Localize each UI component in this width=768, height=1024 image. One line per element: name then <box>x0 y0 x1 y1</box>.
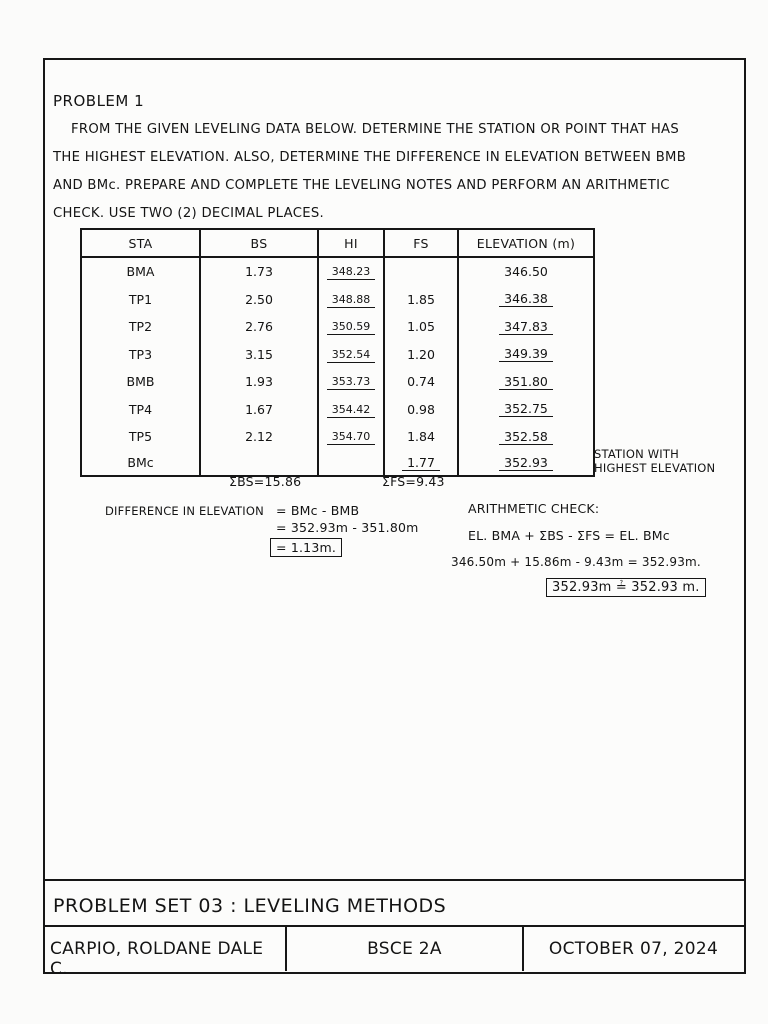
elevation-cell <box>458 368 594 396</box>
fs-cell: 1.84 <box>384 423 458 451</box>
hi-cell <box>318 423 384 451</box>
elevation-cell <box>458 451 594 476</box>
header-fs: FS <box>384 229 458 257</box>
hi-cell <box>318 396 384 424</box>
bs-cell: 2.50 <box>200 286 318 314</box>
difference-label: DIFFERENCE IN ELEVATION <box>105 504 264 518</box>
table-row <box>81 368 594 396</box>
check-title: ARITHMETIC CHECK: <box>468 501 600 516</box>
fs-cell: 0.74 <box>384 368 458 396</box>
sta-cell: BMB <box>81 368 200 396</box>
table-row <box>81 341 594 369</box>
elevation-value: 352.93 <box>499 456 553 471</box>
table-row <box>81 396 594 424</box>
table-row <box>81 313 594 341</box>
hi-value: 350.59 <box>327 320 376 335</box>
difference-formula: = BMc - BMB <box>276 503 360 518</box>
table-header-row <box>81 229 594 257</box>
elevation-cell <box>458 257 594 286</box>
header-elevation: ELEVATION (m) <box>458 229 594 257</box>
sum-fs: ΣFS=9.43 <box>382 474 445 489</box>
fs-value: 1.77 <box>402 456 440 471</box>
elevation-cell <box>458 313 594 341</box>
title-block-header <box>45 881 744 927</box>
bs-cell <box>200 451 318 476</box>
elevation-value: 346.50 <box>504 264 548 280</box>
sta-cell: BMA <box>81 257 200 286</box>
sta-cell: TP3 <box>81 341 200 369</box>
student-name: CARPIO, ROLDANE DALE C. <box>45 927 287 971</box>
hi-value: 353.73 <box>327 375 376 390</box>
table-row <box>81 286 594 314</box>
hi-cell <box>318 286 384 314</box>
hi-cell <box>318 313 384 341</box>
hi-value: 354.42 <box>327 403 376 418</box>
header-bs: BS <box>200 229 318 257</box>
submission-date: OCTOBER 07, 2024 <box>548 939 719 959</box>
sta-cell: TP4 <box>81 396 200 424</box>
bs-cell: 3.15 <box>200 341 318 369</box>
hi-cell <box>318 451 384 476</box>
elevation-value: 349.39 <box>499 347 553 362</box>
fs-cell: 1.05 <box>384 313 458 341</box>
sta-cell: BMc <box>81 451 200 476</box>
hi-cell <box>318 257 384 286</box>
elevation-cell <box>458 396 594 424</box>
title-block <box>43 879 746 979</box>
problem-title: PROBLEM 1 <box>53 92 145 110</box>
sum-bs: ΣBS=15.86 <box>229 474 302 489</box>
highest-elevation-note: STATION WITH HIGHEST ELEVATION <box>594 447 716 475</box>
fs-cell <box>384 451 458 476</box>
elevation-cell <box>458 341 594 369</box>
problem-set-title: PROBLEM SET 03 : LEVELING METHODS <box>53 895 447 917</box>
sta-cell: TP1 <box>81 286 200 314</box>
problem-statement: FROM THE GIVEN LEVELING DATA BELOW. DETERMINE THE STATION OR POINT THAT HAS THE HIGHEST ELEVATION. ALSO, DETERMINE THE DIFFERENCE IN ELEVATION BETWEEN BMB AND BMc. PREPARE AND COMPLETE THE LEVELING NOTES AND PERFORM AN ARITHMETIC CHECK. USE TWO (2) DECIMAL PLACES. <box>53 122 687 221</box>
hi-cell <box>318 368 384 396</box>
hi-value: 348.23 <box>327 265 376 280</box>
elevation-value: 347.83 <box>499 320 553 335</box>
elevation-cell <box>458 286 594 314</box>
elevation-cell <box>458 423 594 451</box>
course-section: BSCE 2A <box>287 927 524 971</box>
header-sta: STA <box>81 229 200 257</box>
elevation-value: 352.75 <box>499 402 553 417</box>
check-result: 352.93m ≟ 352.93 m. <box>546 578 706 597</box>
fs-cell: 0.98 <box>384 396 458 424</box>
header-hi: HI <box>318 229 384 257</box>
hi-value: 352.54 <box>327 348 376 363</box>
fs-cell <box>384 257 458 286</box>
table-row <box>81 257 594 286</box>
hi-value: 354.70 <box>327 430 376 445</box>
check-formula: EL. BMA + ΣBS - ΣFS = EL. BMc <box>468 528 670 543</box>
table-row <box>81 423 594 451</box>
leveling-notes-table <box>80 228 595 477</box>
fs-cell: 1.85 <box>384 286 458 314</box>
difference-result: = 1.13m. <box>270 538 342 557</box>
difference-substitution: = 352.93m - 351.80m <box>276 520 419 535</box>
hi-cell <box>318 341 384 369</box>
sta-cell: TP2 <box>81 313 200 341</box>
sta-cell: TP5 <box>81 423 200 451</box>
hi-value: 348.88 <box>327 293 376 308</box>
bs-cell: 2.76 <box>200 313 318 341</box>
elevation-value: 352.58 <box>499 430 553 445</box>
elevation-value: 346.38 <box>499 292 553 307</box>
bs-cell: 1.73 <box>200 257 318 286</box>
bs-cell: 1.93 <box>200 368 318 396</box>
bs-cell: 2.12 <box>200 423 318 451</box>
elevation-value: 351.80 <box>499 375 553 390</box>
check-substitution: 346.50m + 15.86m - 9.43m = 352.93m. <box>451 555 701 569</box>
bs-cell: 1.67 <box>200 396 318 424</box>
table-row <box>81 451 594 476</box>
fs-cell: 1.20 <box>384 341 458 369</box>
